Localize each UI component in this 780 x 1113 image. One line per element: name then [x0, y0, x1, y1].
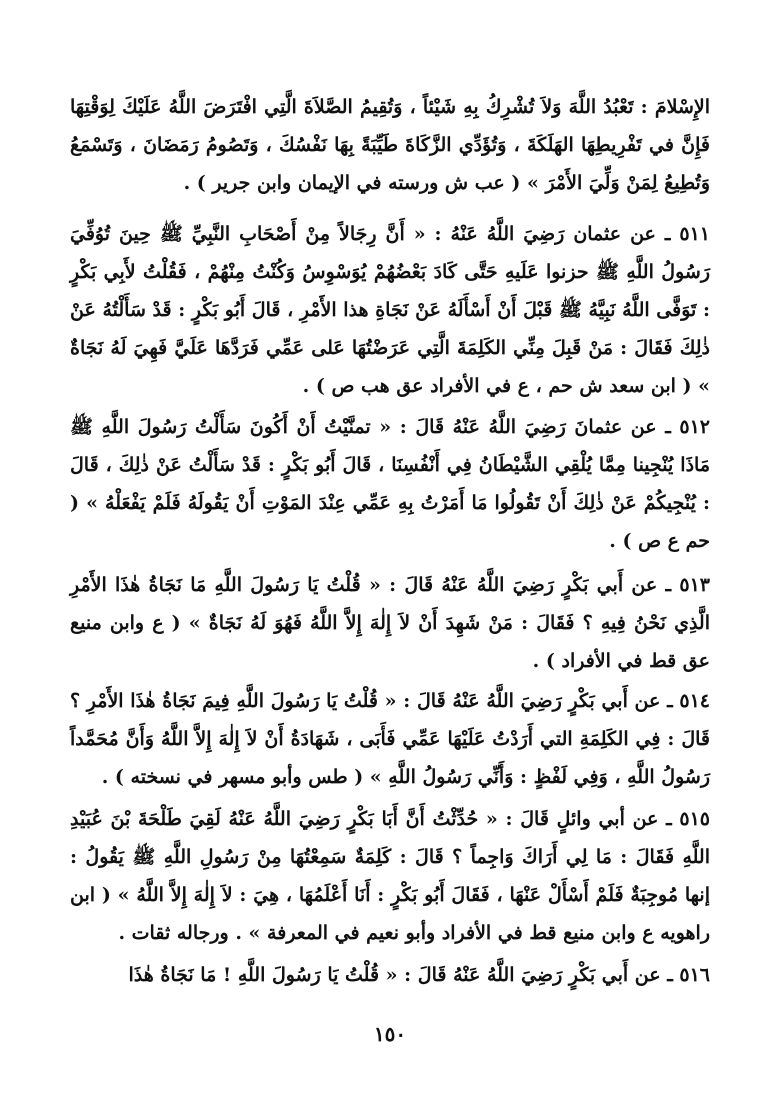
hadith-511: [70, 215, 710, 405]
hadith-text: عن عثمان رَضِيَ اللَّهُ عَنْهُ : « أَنَّ رِجَالاً مِنْ أَصْحَابِ النَّبِيِّ ﷺ حِينَ تُوُفِّيَ رَسُولُ اللَّهِ ﷺ حزنوا عَلَيهِ حَتَّى كَادَ بَعْضُهُمْ يُوَسْوِسُ وَكُنْتُ مِنْهُمْ ، فَقُلْتُ لأَبِي بَكْرٍ : تَوَفَّى اللَّهُ نَبِيَّهُ ﷺ قَبْلَ أَنْ أَسْأَلَهُ عَنْ نَجَاةِ هذا الأَمْرِ ، قَالَ أَبُو بَكْرٍ : قَدْ سَأَلْتُهُ عَنْ ذٰلِكَ فَقَالَ : مَنْ قَبِلَ مِنِّي الكَلِمَةَ الَّتِي عَرَضْتُهَا عَلى عَمِّي فَرَدَّهَا عَلَيَّ فَهِيَ لَهُ نَجَاةٌ » ( ابن سعد ش حم ، ع في الأفراد عق هب ص ) .: [70, 223, 710, 397]
intro-paragraph: [70, 88, 710, 202]
hadith-text: عن أَبي بَكْرٍ رَضِيَ اللَّهُ عَنْهُ قَالَ : « قُلْتُ يَا رَسُولَ اللَّهِ فِيمَ نَجَاةُ هٰذَا الأَمْرِ ؟ قَالَ : فِي الكَلِمَةِ التي أَرَدْتُ عَلَيْهَا عَمِّي فَأَبَى ، شَهَادَةُ أَنْ لاَ إِلٰهَ إِلاَّ اللَّهُ وَأَنَّ مُحَمَّداً رَسُولُ اللَّهِ ، وَفِي لَفْظٍ : وَأَنِّي رَسُولُ اللَّهِ » ( طس وأبو مسهر في نسخته ) .: [70, 690, 710, 788]
page-number: ١٥٠: [373, 1022, 407, 1046]
hadith-text: عن أَبي بَكْرٍ رَضِيَ اللَّهُ عَنْهُ قَالَ : « قُلْتُ يَا رَسُولَ اللَّهِ مَا نَجَاةُ هٰذَا الأَمْرِ الَّذِي نَحْنُ فِيهِ ؟ فَقَالَ : مَنْ شَهِدَ أَنْ لاَ إِلٰهَ إِلاَّ اللَّهُ فَهُوَ لَهُ نَجَاةٌ » ( ع وابن منيع عق قط في الأفراد ) .: [70, 574, 710, 672]
hadith-number: ٥١٣ ـ: [665, 574, 710, 596]
hadith-514: [70, 682, 710, 796]
intro-text: الإِسْلامَ : تَعْبُدُ اللَّهَ وَلاَ تُشْرِكُ بِهِ شَيْئاً ، وَتُقِيمُ الصَّلاَةَ الَّتِي افْتَرَضَ اللَّهُ عَلَيْكَ لِوَقْتِهَا فَإِنَّ في تَفْرِيطِهَا الهَلَكَةَ ، وَتُؤَدِّي الزَّكَاةَ طَيِّبَةً بِهَا نَفْسُكَ ، وَتَصُومُ رَمَضَانَ ، وَتَسْمَعُ وَتُطِيعُ لِمَنْ وَلِّيَ الأَمْرَ » ( عب ش ورسته في الإيمان وابن جرير ) .: [70, 96, 710, 194]
hadith-513: [70, 566, 710, 680]
hadith-512: [70, 408, 710, 560]
hadith-516: [70, 956, 710, 994]
hadith-number: ٥١٤ ـ: [667, 690, 710, 712]
hadith-text: عن أبي وائلٍ قَالَ : « حُدِّثْتُ أَنَّ أَبَا بَكْرٍ رَضِيَ اللَّهُ عَنْهُ لَقِيَ طَلْحَةَ بْنَ عُبَيْدِ اللَّهِ فَقَالَ : مَا لِي أَرَاكَ وَاجِماً ؟ قَالَ : كَلِمَةٌ سَمِعْتُهَا مِنْ رَسُولِ اللَّهِ ﷺ يَقُولُ : إنها مُوجِبَةٌ فَلَمْ أَسْأَلْ عَنْهَا ، فَقَالَ أَبُو بَكْرٍ : أَنَا أَعْلَمُهَا ، هِيَ : لاَ إِلٰهَ إِلاَّ اللَّهُ » ( ابن راهويه ع وابن منيع قط في الأفراد وأبو نعيم في المعرفة » . ورجاله ثقات .: [70, 808, 710, 944]
hadith-515: [70, 800, 710, 952]
hadith-number: ٥١١ ـ: [664, 223, 710, 245]
hadith-text: عن عثمانَ رَضِيَ اللَّهُ عَنْهُ قَالَ : « تمنَّيْتُ أَنْ أَكُونَ سَأَلْتُ رَسُولَ اللَّهِ ﷺ مَاذَا يُنْجِينا مِمَّا يُلْقِي الشَّيْطَانُ فِي أَنْفُسِنَا ، قَالَ أَبُو بَكْرٍ : قَدْ سَأَلْتُ عَنْ ذٰلِكَ ، قَالَ : يُنْجِيكُمْ عَنْ ذٰلِكَ أَنْ تَقُولُوا مَا أَمَرْتُ بِهِ عَمِّي عِنْدَ المَوْتِ أَنْ يَقُولَهُ فَلَمْ يَفْعَلْهُ » ( حم ع ص ) .: [70, 416, 710, 552]
hadith-number: ٥١٥ ـ: [666, 808, 710, 830]
hadith-text: عن أَبي بَكْرٍ رَضِيَ اللَّهُ عَنْهُ قَالَ : « قُلْتُ يَا رَسُولَ اللَّهِ ! مَا نَجَاةُ هٰذَا: [128, 964, 661, 986]
hadith-number: ٥١٢ ـ: [665, 416, 710, 438]
hadith-number: ٥١٦ ـ: [667, 964, 710, 986]
